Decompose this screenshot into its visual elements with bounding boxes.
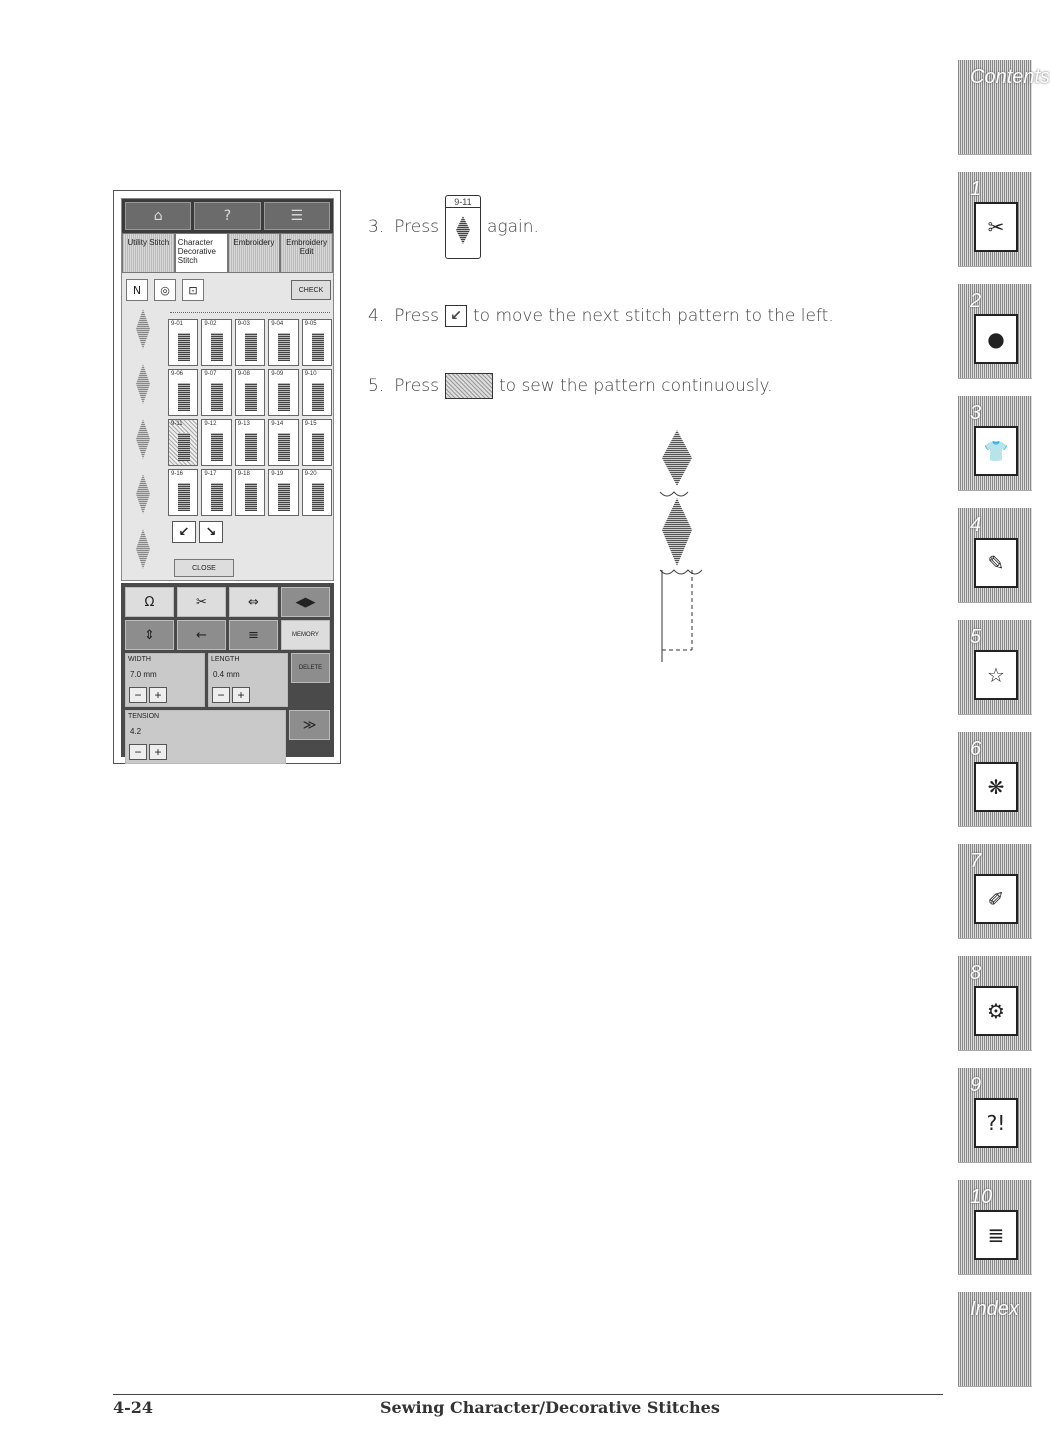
- pattern-cell[interactable]: [268, 319, 298, 366]
- pattern-cell[interactable]: [302, 369, 332, 416]
- footer-rule: [113, 1394, 943, 1395]
- thread-spool-icon: ●: [974, 314, 1018, 364]
- move-left-arrow-icon[interactable]: ↙: [445, 305, 467, 327]
- pattern-number: 9-04: [271, 321, 284, 327]
- shirt-abc-icon: ✎: [974, 538, 1018, 588]
- pattern-glyph-icon: [245, 483, 257, 511]
- pattern-glyph-icon: [178, 383, 190, 411]
- home-icon[interactable]: ⌂: [125, 202, 191, 230]
- chapter-tab-label: 7: [970, 850, 982, 872]
- pattern-glyph-icon: [245, 433, 257, 461]
- pattern-number: 9-07: [204, 371, 217, 377]
- chapter-tab[interactable]: [958, 956, 1032, 1051]
- length-control: [208, 653, 288, 707]
- chapter-tab[interactable]: [958, 1180, 1032, 1275]
- manual-icon[interactable]: ☰: [264, 202, 330, 230]
- pattern-cell[interactable]: [268, 419, 298, 466]
- move-left-arrow-icon[interactable]: ↙: [172, 521, 196, 543]
- chapter-tab-label: 6: [970, 738, 982, 760]
- tension-value: 4.2: [130, 727, 142, 736]
- mode-tabs: [122, 233, 333, 273]
- pattern-cell[interactable]: [235, 419, 265, 466]
- move-right-arrow-icon[interactable]: ↘: [199, 521, 223, 543]
- pattern-number: 9-10: [304, 371, 317, 377]
- pattern-cell[interactable]: [201, 469, 231, 516]
- chapter-tab[interactable]: [958, 172, 1032, 267]
- needle-position-row: [170, 303, 330, 313]
- pattern-cell[interactable]: [235, 369, 265, 416]
- pattern-glyph-icon: [178, 333, 190, 361]
- shirt-embroidery-icon: ❋: [974, 762, 1018, 812]
- shirt-icon: 👕: [974, 426, 1018, 476]
- chapter-tab[interactable]: [958, 844, 1032, 939]
- stitch-sample-illustration: [640, 430, 730, 670]
- length-value: 0.4 mm: [213, 670, 240, 679]
- chapter-tab[interactable]: [958, 396, 1032, 491]
- pattern-cell[interactable]: [201, 419, 231, 466]
- step-4: 4. Press ↙ to move the next stitch pattern to the left.: [368, 306, 834, 326]
- pattern-cell[interactable]: [168, 369, 198, 416]
- pattern-cell[interactable]: [302, 469, 332, 516]
- width-value: 7.0 mm: [130, 670, 157, 679]
- pattern-glyph-icon: [211, 483, 223, 511]
- chapter-tab[interactable]: [958, 284, 1032, 379]
- width-label: WIDTH: [128, 656, 151, 663]
- diamond-pattern-icon: [456, 216, 470, 244]
- pattern-glyph-icon: [278, 383, 290, 411]
- lcd-top-bar: [122, 199, 333, 233]
- preview-diamond: [136, 309, 150, 349]
- pattern-glyph-icon: [211, 433, 223, 461]
- pattern-glyph-icon: [312, 483, 324, 511]
- pattern-number: 9-13: [237, 421, 250, 427]
- single-pattern-icon[interactable]: Ω: [125, 587, 174, 617]
- preview-diamond: [136, 419, 150, 459]
- pattern-cell[interactable]: [168, 319, 198, 366]
- pattern-number: 9-02: [204, 321, 217, 327]
- left-arrow-icon[interactable]: ←: [177, 620, 226, 650]
- chapter-tab-label: Contents: [970, 66, 1050, 88]
- length-minus-button[interactable]: −: [212, 687, 230, 703]
- stitch-connector: [660, 492, 688, 496]
- pattern-cell[interactable]: [168, 469, 198, 516]
- pattern-number: 9-18: [237, 471, 250, 477]
- pattern-number: 9-06: [171, 371, 184, 377]
- next-icon[interactable]: ≫: [289, 710, 330, 740]
- pattern-glyph-icon: [278, 333, 290, 361]
- pattern-number: 9-20: [304, 471, 317, 477]
- pattern-number: 9-16: [171, 471, 184, 477]
- pattern-glyph-icon: [278, 433, 290, 461]
- lock-icon[interactable]: ⊡: [182, 279, 204, 301]
- pattern-cell[interactable]: [235, 469, 265, 516]
- step-5: 5. Press to sew the pattern continuously.: [368, 373, 773, 399]
- pattern-cell[interactable]: [168, 419, 198, 466]
- chapter-tab[interactable]: [958, 508, 1032, 603]
- pattern-number: 9-05: [304, 321, 317, 327]
- density-icon[interactable]: ≡: [229, 620, 278, 650]
- control-panel: [121, 583, 334, 757]
- page-number: 4-24: [113, 1398, 154, 1417]
- pattern-cell[interactable]: [235, 319, 265, 366]
- close-button[interactable]: CLOSE: [174, 559, 234, 577]
- mirror-icon[interactable]: ◀▶: [281, 587, 330, 617]
- pattern-glyph-icon: [245, 333, 257, 361]
- chapter-tab[interactable]: [958, 620, 1032, 715]
- memory-button[interactable]: MEMORY: [281, 620, 330, 650]
- documents-icon: ≣: [974, 1210, 1018, 1260]
- chapter-tab-label: 1: [970, 178, 982, 200]
- machine-maintenance-icon: ⚙: [974, 986, 1018, 1036]
- pattern-number: 9-12: [204, 421, 217, 427]
- tool-row: [126, 277, 331, 303]
- chapter-tab-label: Index: [970, 1298, 1019, 1320]
- tension-label: TENSION: [128, 713, 160, 720]
- stitch-connector: [660, 570, 702, 574]
- pattern-glyph-icon: [312, 333, 324, 361]
- pattern-glyph-icon: [178, 433, 190, 461]
- chapter-tab-label: 3: [970, 402, 982, 424]
- tab-embroidery-edit[interactable]: Embroidery Edit: [280, 233, 333, 273]
- tension-minus-button[interactable]: −: [129, 744, 147, 760]
- pattern-glyph-icon: [278, 483, 290, 511]
- preview-diamond: [136, 529, 150, 569]
- step-3: 3. Press 9-11 again.: [368, 195, 539, 259]
- chapter-tab[interactable]: [958, 732, 1032, 827]
- pattern-number: 9-19: [271, 471, 284, 477]
- stitch-diamond: [662, 498, 692, 566]
- length-plus-button[interactable]: +: [232, 687, 250, 703]
- scissors-icon[interactable]: ✂: [177, 587, 226, 617]
- pattern-9-11-button[interactable]: 9-11: [445, 195, 481, 259]
- pattern-number: 9-09: [271, 371, 284, 377]
- pattern-number: 9-03: [237, 321, 250, 327]
- chapter-tab[interactable]: [958, 1068, 1032, 1163]
- preview-diamond: [136, 364, 150, 404]
- preview-diamond: [136, 474, 150, 514]
- pattern-grid: [168, 319, 332, 515]
- length-label: LENGTH: [211, 656, 240, 663]
- pattern-glyph-icon: [245, 383, 257, 411]
- pattern-glyph-icon: [178, 483, 190, 511]
- lcd-screen: [121, 198, 334, 581]
- stitch-diamond: [662, 430, 692, 486]
- chapter-tab[interactable]: [958, 60, 1050, 155]
- help-icon[interactable]: ?: [194, 202, 260, 230]
- elongate-icon[interactable]: ⇕: [125, 620, 174, 650]
- chapter-tab-label: 2: [970, 290, 982, 312]
- chapter-tab-label: 5: [970, 626, 982, 648]
- sew-continuous-button[interactable]: ⇔: [229, 587, 278, 617]
- tab-embroidery[interactable]: Embroidery: [228, 233, 281, 273]
- embroidery-frame-icon: ☆: [974, 650, 1018, 700]
- width-plus-button[interactable]: +: [149, 687, 167, 703]
- sewing-machine-icon: ✂: [974, 202, 1018, 252]
- chapter-tab-label: 10: [970, 1186, 993, 1208]
- pattern-cell[interactable]: [268, 469, 298, 516]
- pattern-cell[interactable]: [302, 319, 332, 366]
- tension-control: [125, 710, 286, 764]
- tab-character-decorative[interactable]: Character Decorative Stitch: [175, 233, 228, 273]
- bobbin-icon[interactable]: ◎: [154, 279, 176, 301]
- lcd-screen-illustration: [113, 190, 341, 764]
- pattern-glyph-icon: [312, 433, 324, 461]
- pattern-glyph-icon: [211, 383, 223, 411]
- pattern-glyph-icon: [312, 383, 324, 411]
- pattern-cell[interactable]: [302, 419, 332, 466]
- pattern-cell[interactable]: [268, 369, 298, 416]
- pattern-number: 9-01: [171, 321, 184, 327]
- width-minus-button[interactable]: −: [129, 687, 147, 703]
- chapter-tab[interactable]: [958, 1292, 1032, 1387]
- pattern-preview-strip: [128, 309, 160, 579]
- page-arrows: [172, 521, 223, 543]
- pattern-cell[interactable]: [201, 319, 231, 366]
- section-title: Sewing Character/Decorative Stitches: [380, 1398, 720, 1417]
- delete-button[interactable]: DELETE: [291, 653, 330, 683]
- check-button[interactable]: CHECK: [291, 280, 331, 300]
- chapter-tab-label: 9: [970, 1074, 982, 1096]
- chapter-tab-label: 8: [970, 962, 982, 984]
- troubleshooting-icon: ?!: [974, 1098, 1018, 1148]
- sew-continuous-button[interactable]: [445, 373, 493, 399]
- chapter-tab-label: 4: [970, 514, 982, 536]
- pattern-number: 9-15: [304, 421, 317, 427]
- pattern-number: 9-14: [271, 421, 284, 427]
- tab-utility-stitch[interactable]: Utility Stitch: [122, 233, 175, 273]
- shirt-edit-icon: ✐: [974, 874, 1018, 924]
- pattern-number: 9-11: [171, 421, 183, 427]
- pattern-number: 9-17: [204, 471, 217, 477]
- width-control: [125, 653, 205, 707]
- pattern-number: 9-08: [237, 371, 250, 377]
- needle-mode-icon[interactable]: N: [126, 279, 148, 301]
- pattern-glyph-icon: [211, 333, 223, 361]
- pattern-cell[interactable]: [201, 369, 231, 416]
- tension-plus-button[interactable]: +: [149, 744, 167, 760]
